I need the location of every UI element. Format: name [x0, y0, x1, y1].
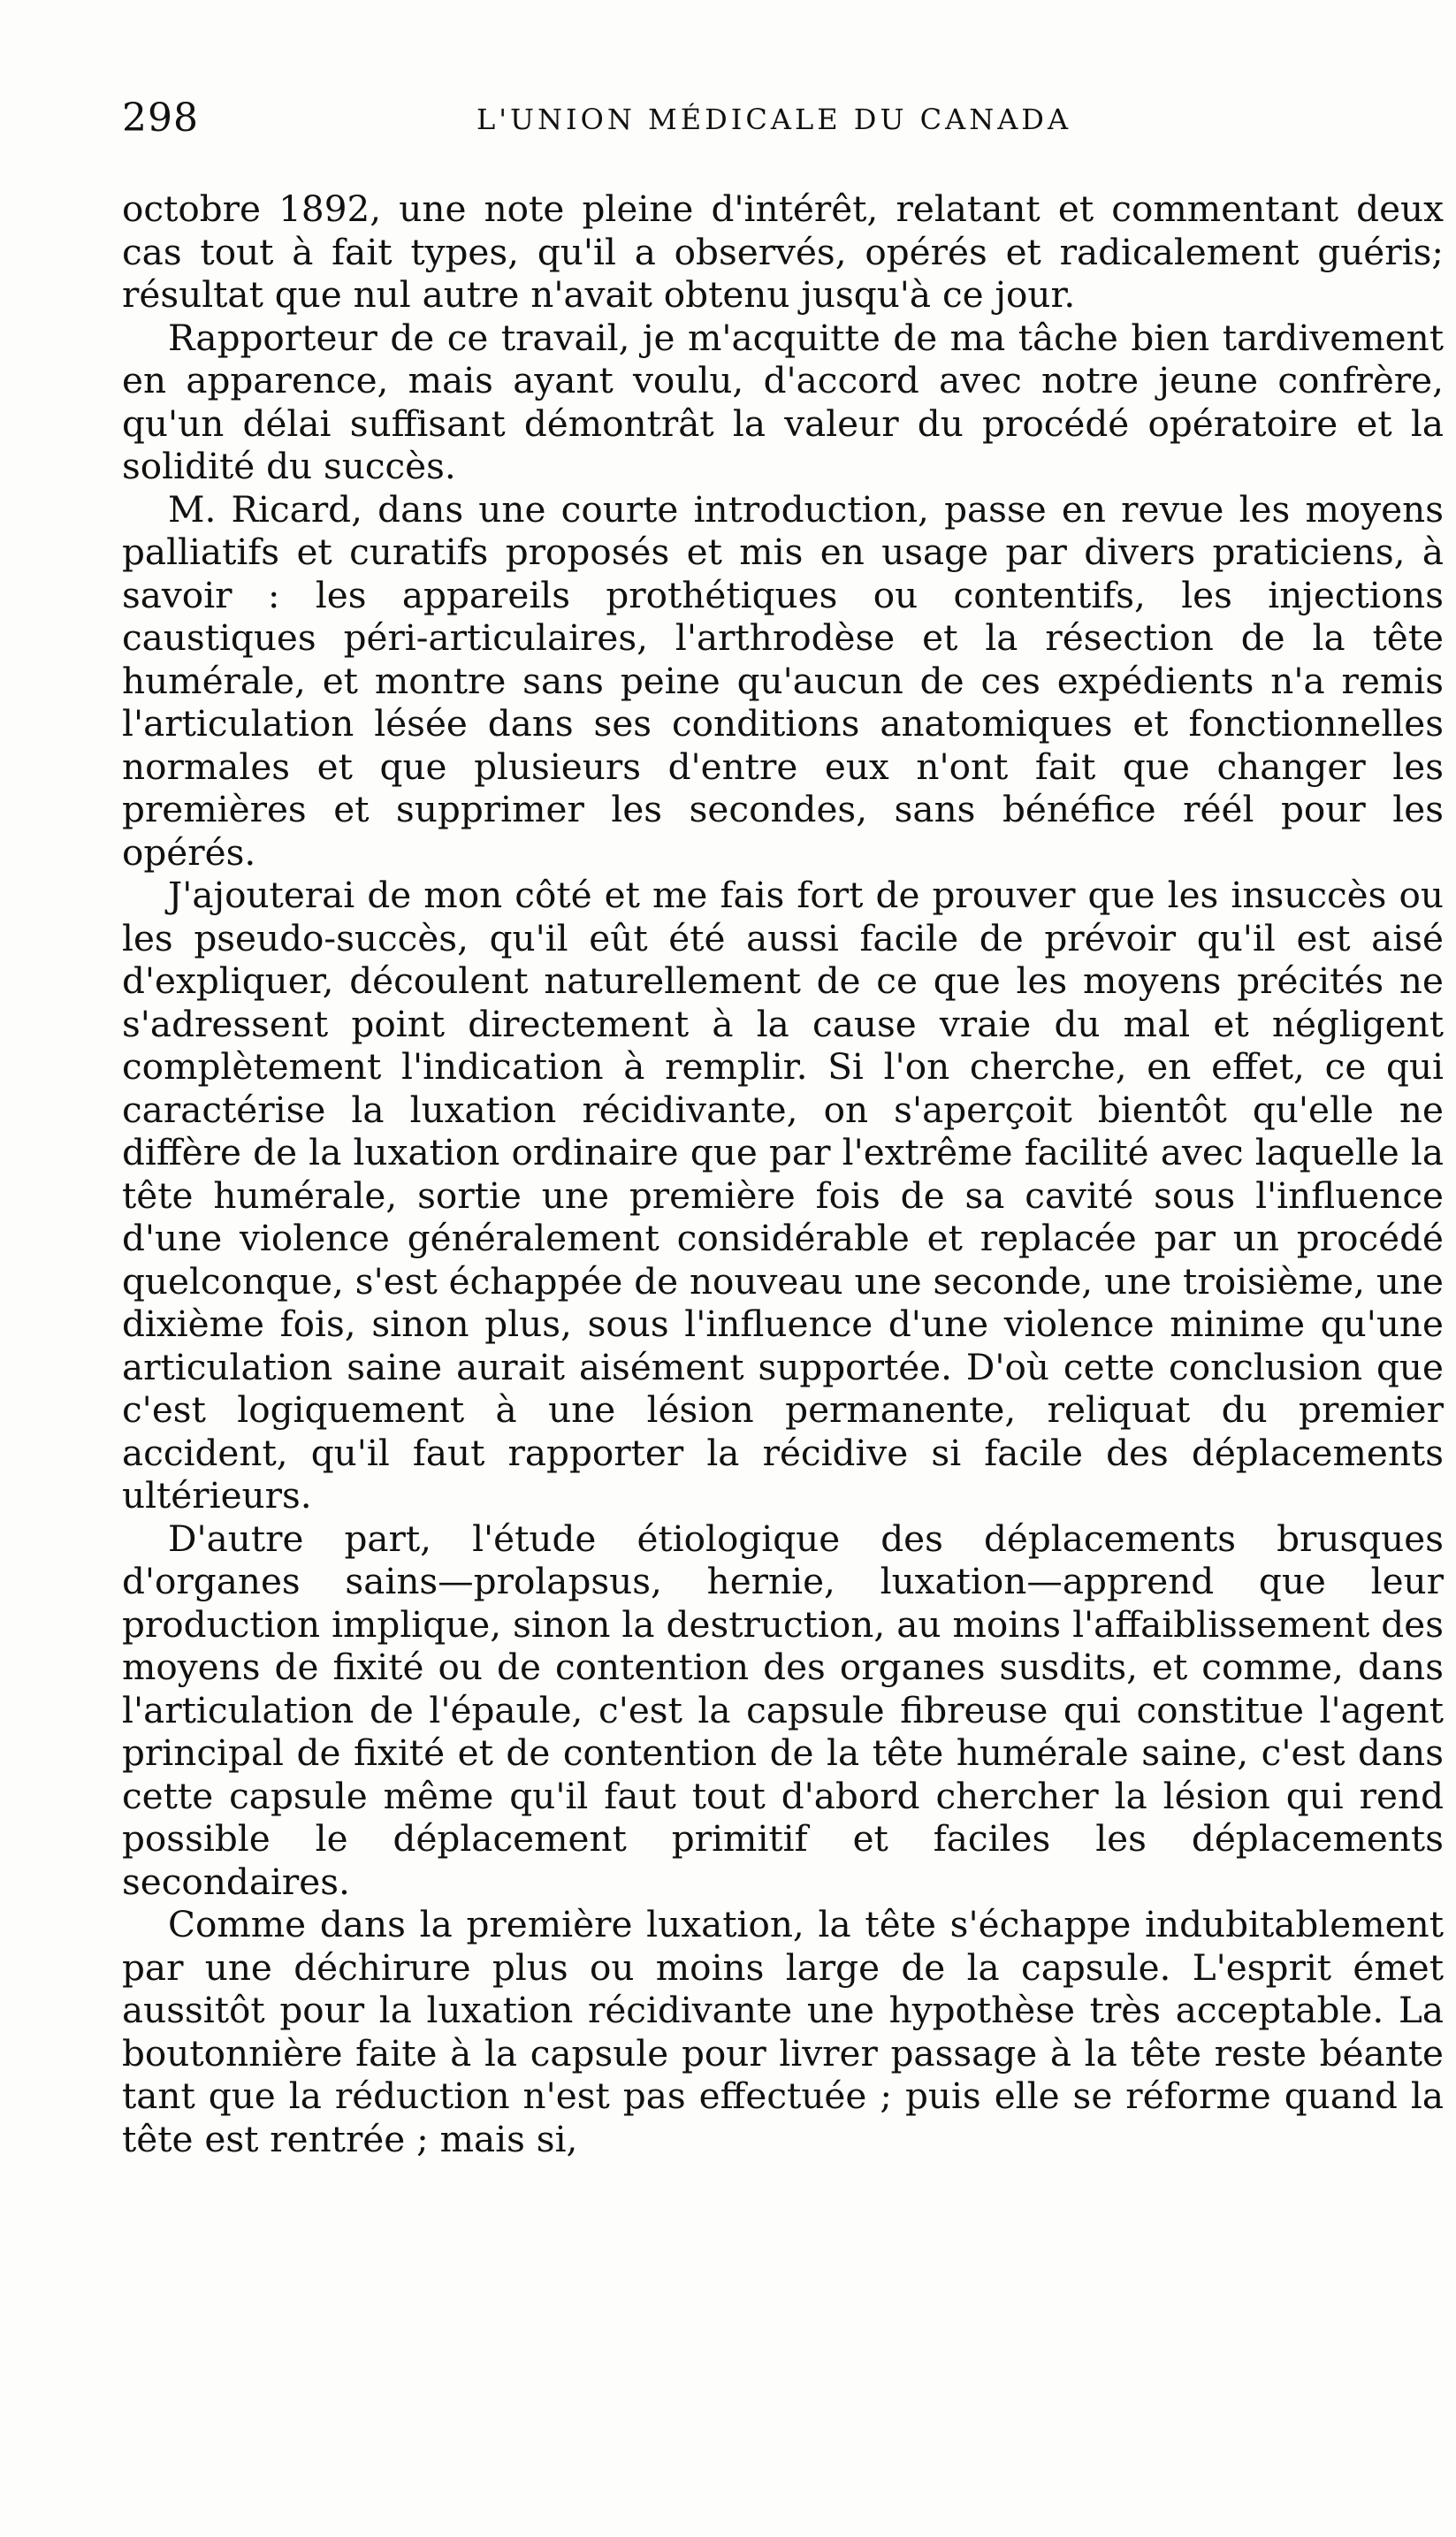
journal-title: L'UNION MÉDICALE DU CANADA — [476, 103, 1072, 136]
paragraph: Comme dans la première luxation, la tête s'échappe indubitablement par une déchirure plus ou moins large de la capsule. L'esprit émet aussitôt pour la luxation récidivante une hypothèse très acceptable. La boutonnière faite à la capsule pour livrer passage à la tête reste béante tant que la réduction n'est pas effectuée ; puis elle se réforme quand la tête est rentrée ; mais si, — [122, 1903, 1444, 2160]
paragraph: J'ajouterai de mon côté et me fais fort de prouver que les insuccès ou les pseudo-succès, qu'il eût été aussi facile de prévoir qu'il est aisé d'expliquer, découlent naturellement de ce que les moyens précités ne s'adressent point directement à la cause vraie du mal et négligent complètement l'indication à remplir. Si l'on cherche, en effet, ce qui caractérise la luxation récidivante, on s'aperçoit bientôt qu'elle ne diffère de la luxation ordinaire que par l'extrême facilité avec laquelle la tête humérale, sortie une première fois de sa cavité sous l'influence d'une violence généralement considérable et replacée par un procédé quelconque, s'est échappée de nouveau une seconde, une troisième, une dixième fois, sinon plus, sous l'influence d'une violence minime qu'une articulation saine aurait aisément supportée. D'où cette conclusion que c'est logiquement à une lésion permanente, reliquat du premier accident, qu'il faut rapporter la récidive si facile des déplacements ultérieurs. — [122, 874, 1444, 1517]
running-head — [122, 96, 1444, 149]
page-number: 298 — [122, 96, 199, 141]
body-text — [122, 187, 1444, 2160]
paragraph: M. Ricard, dans une courte introduction, passe en revue les moyens palliatifs et curatifs proposés et mis en usage par divers praticiens, à savoir : les appareils prothétiques ou contentifs, les injections caustiques péri-articulaires, l'arthrodèse et la résection de la tête humérale, et montre sans peine qu'aucun de ces expédients n'a remis l'articulation lésée dans ses conditions anatomiques et fonctionnelles normales et que plusieurs d'entre eux n'ont fait que changer les premières et supprimer les secondes, sans bénéfice réél pour les opérés. — [122, 487, 1444, 874]
paragraph: octobre 1892, une note pleine d'intérêt, relatant et commentant deux cas tout à fait types, qu'il a observés, opérés et radicalement guéris; résultat que nul autre n'avait obtenu jusqu'à ce jour. — [122, 187, 1444, 316]
paragraph: Rapporteur de ce travail, je m'acquitte de ma tâche bien tardivement en apparence, mais ayant voulu, d'accord avec notre jeune confrère, qu'un délai suffisant démontrât la valeur du procédé opératoire et la solidité du succès. — [122, 316, 1444, 487]
paragraph: D'autre part, l'étude étiologique des déplacements brusques d'organes sains—prolapsus, hernie, luxation—apprend que leur production implique, sinon la destruction, au moins l'affaiblissement des moyens de fixité ou de contention des organes susdits, et comme, dans l'articulation de l'épaule, c'est la capsule fibreuse qui constitue l'agent principal de fixité et de contention de la tête humérale saine, c'est dans cette capsule même qu'il faut tout d'abord chercher la lésion qui rend possible le déplacement primitif et faciles les déplacements secondaires. — [122, 1517, 1444, 1903]
